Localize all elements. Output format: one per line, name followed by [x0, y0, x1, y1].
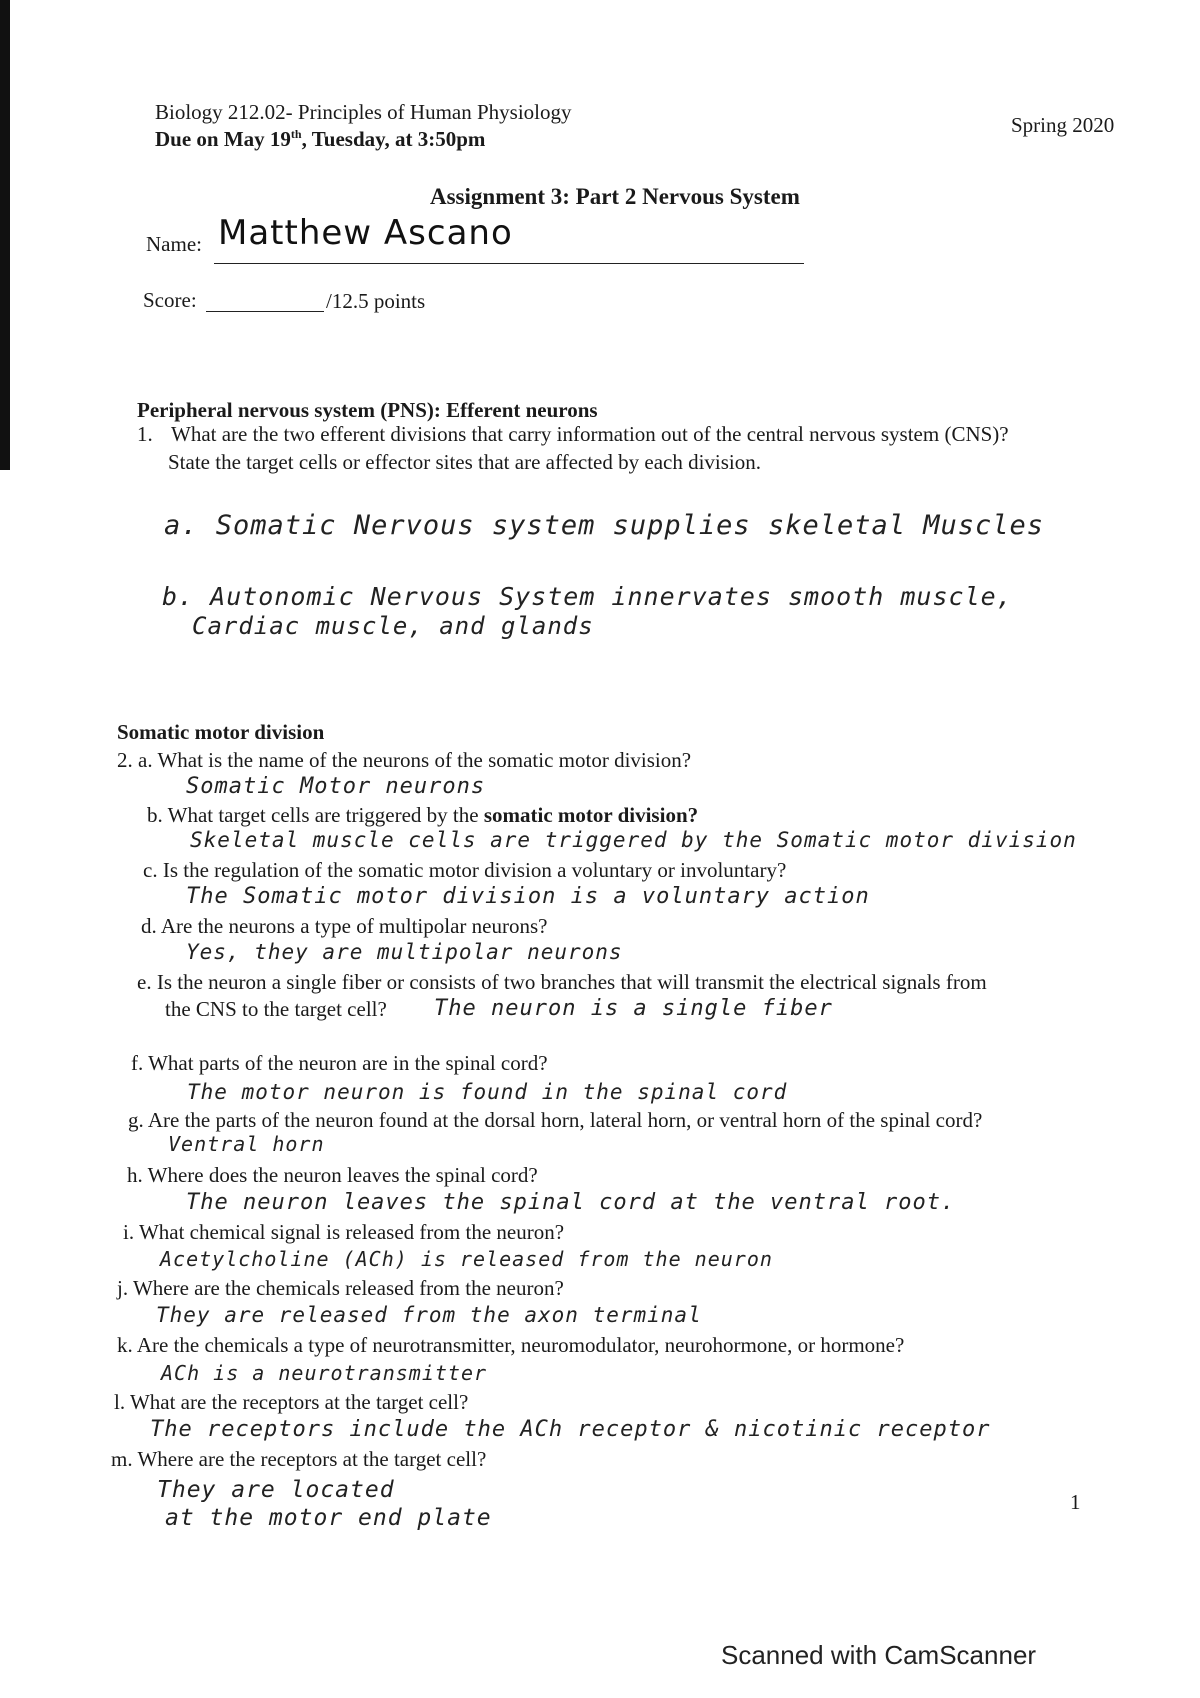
q2f-text: f. What parts of the neuron are in the spinal cord?: [131, 1051, 548, 1075]
course-title: Biology 212.02- Principles of Human Physiology: [155, 100, 572, 124]
q1-text-line2: State the target cells or effector sites that are affected by each division.: [168, 450, 762, 474]
due-date: [155, 127, 485, 152]
name-label: Name:: [146, 232, 202, 256]
q2b-text-bold: somatic motor division?: [483, 803, 699, 827]
score-label: Score:: [143, 288, 197, 312]
name-value: Matthew Ascano: [218, 213, 513, 253]
answer-2h: The neuron leaves the spinal cord at the ventral root.: [186, 1190, 956, 1215]
q2b-text: [147, 803, 698, 828]
answer-2g: Ventral horn: [168, 1132, 325, 1156]
answer-1b-line1: b. Autonomic Nervous System innervates smooth muscle,: [162, 582, 1013, 611]
answer-2b: Skeletal muscle cells are triggered by the Somatic motor division: [190, 828, 1077, 852]
answer-2i: Acetylcholine (ACh) is released from the neuron: [160, 1247, 773, 1271]
score-blank: [206, 311, 324, 312]
q2e-text-line2: the CNS to the target cell?: [165, 997, 387, 1021]
answer-2m-line1: They are located: [157, 1477, 395, 1503]
answer-2c: The Somatic motor division is a voluntary action: [186, 884, 870, 909]
answer-1b-line2: Cardiac muscle, and glands: [192, 612, 594, 640]
answer-2k: ACh is a neurotransmitter: [161, 1361, 488, 1385]
q2d-text: d. Are the neurons a type of multipolar neurons?: [141, 914, 548, 938]
due-date-rest: , Tuesday, at 3:50pm: [301, 127, 486, 151]
pns-heading: Peripheral nervous system (PNS): Efferent neurons: [137, 398, 598, 422]
q2e-text-line1: e. Is the neuron a single fiber or consists of two branches that will transmit the electrical signals from: [137, 970, 987, 994]
answer-2l: The receptors include the ACh receptor & nicotinic receptor: [150, 1417, 991, 1442]
page-number: 1: [1070, 1490, 1081, 1514]
q2m-text: m. Where are the receptors at the target cell?: [111, 1447, 487, 1471]
q2b-text-plain: b. What target cells are triggered by the: [147, 803, 484, 827]
q2g-text: g. Are the parts of the neuron found at the dorsal horn, lateral horn, or ventral horn of the spinal cord?: [128, 1108, 983, 1132]
q1-text-line1: What are the two efferent divisions that carry information out of the central nervous system (CNS)?: [171, 422, 1009, 446]
q2a-text: 2. a. What is the name of the neurons of the somatic motor division?: [117, 748, 692, 772]
q1-number: 1.: [137, 422, 153, 446]
due-date-prefix: Due on May 19: [155, 127, 291, 151]
answer-2j: They are released from the axon terminal: [156, 1303, 702, 1327]
score-total: /12.5 points: [326, 289, 426, 313]
q2j-text: j. Where are the chemicals released from the neuron?: [117, 1276, 564, 1300]
q2l-text: l. What are the receptors at the target cell?: [114, 1390, 469, 1414]
q2k-text: k. Are the chemicals a type of neurotransmitter, neuromodulator, neurohormone, or hormone?: [117, 1333, 905, 1357]
assignment-title: Assignment 3: Part 2 Nervous System: [430, 184, 800, 209]
answer-1a: a. Somatic Nervous system supplies skeletal Muscles: [164, 510, 1045, 541]
term-label: Spring 2020: [1011, 113, 1115, 137]
answer-2e: The neuron is a single fiber: [434, 996, 833, 1021]
name-underline: [214, 263, 804, 264]
camscanner-watermark: Scanned with CamScanner: [721, 1640, 1037, 1670]
answer-2a: Somatic Motor neurons: [186, 774, 486, 799]
q2c-text: c. Is the regulation of the somatic motor division a voluntary or involuntary?: [143, 858, 787, 882]
answer-2f: The motor neuron is found in the spinal cord: [187, 1080, 788, 1104]
answer-2m-line2: at the motor end plate: [165, 1505, 492, 1531]
q2h-text: h. Where does the neuron leaves the spinal cord?: [127, 1163, 538, 1187]
due-date-suffix: th: [290, 127, 302, 141]
somatic-heading: Somatic motor division: [117, 720, 325, 744]
answer-2d: Yes, they are multipolar neurons: [186, 940, 623, 964]
q2i-text: i. What chemical signal is released from the neuron?: [123, 1220, 565, 1244]
scan-edge-shadow: [0, 0, 10, 470]
